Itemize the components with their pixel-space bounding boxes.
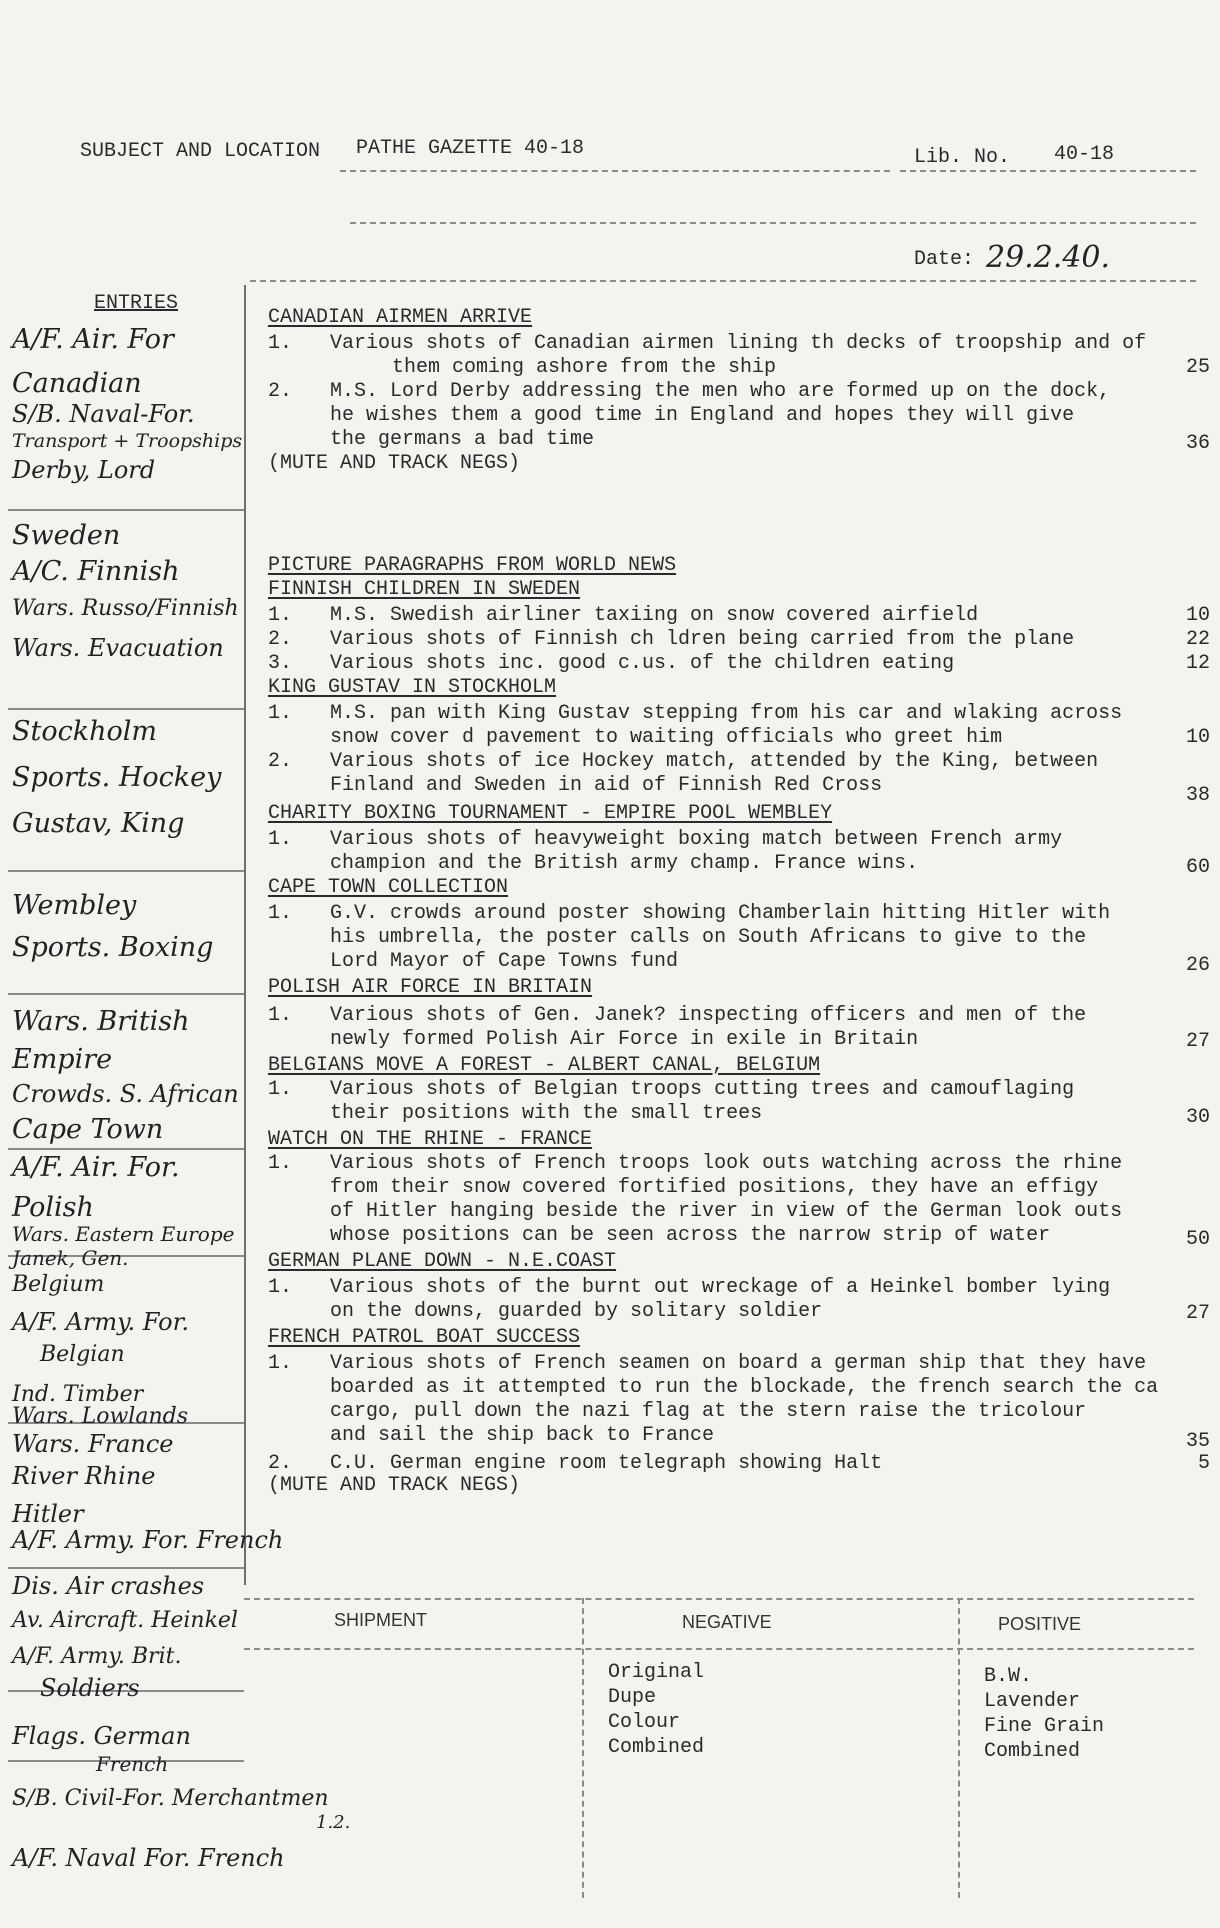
annotation: Transport + Troopships [12, 430, 243, 452]
entry-item [268, 1004, 1210, 1053]
entry-line: of Hitler hanging beside the river in view of the German look outs [330, 1200, 1123, 1223]
annotation: Soldiers [40, 1674, 140, 1702]
annotation: Belgian [40, 1342, 125, 1367]
annotation: Wars. France [12, 1430, 174, 1458]
entry-line: Finland and Sweden in aid of Finnish Red Cross [330, 774, 883, 797]
annotation: Av. Aircraft. Heinkel [12, 1608, 238, 1633]
annotation: A/F. Naval For. French [12, 1844, 285, 1872]
annotation: A/F. Army. For. [12, 1308, 190, 1336]
entry-line: C.U. German engine room telegraph showing Halt [330, 1452, 883, 1475]
entry-line: G.V. crowds around poster showing Chamberlain hitting Hitler with [330, 902, 1111, 925]
annotation: A/F. Army. Brit. [12, 1644, 182, 1669]
subject-value: PATHE GAZETTE 40-18 [356, 137, 585, 160]
entry-number: 2. [268, 1452, 293, 1475]
entry-number: 2. [268, 750, 293, 773]
footage: 22 [1185, 628, 1210, 651]
negative-option: Dupe [608, 1686, 657, 1709]
annotation: Polish [12, 1192, 94, 1223]
entry-line: their positions with the small trees [330, 1102, 763, 1125]
annotation: Wars. Evacuation [12, 634, 224, 662]
annotation: Sweden [12, 520, 121, 551]
section-title: FINNISH CHILDREN IN SWEDEN [268, 578, 581, 601]
entry-line: on the downs, guarded by solitary soldier [330, 1300, 823, 1323]
header-rule-4 [250, 280, 1196, 282]
footage: 35 [1185, 1430, 1210, 1453]
annotation: Wars. British [12, 1006, 190, 1037]
entry-line: whose positions can be seen across the narrow strip of water [330, 1224, 1051, 1247]
entry-number: 1. [268, 1078, 293, 1101]
entry-line: he wishes them a good time in England and hopes they will give [330, 404, 1075, 427]
footage: 10 [1185, 604, 1210, 627]
positive-option: Lavender [984, 1690, 1081, 1713]
annotation: Derby, Lord [12, 456, 156, 484]
footer-rule-top [244, 1598, 1194, 1600]
entry-line: snow cover d pavement to waiting officials who greet him [330, 726, 1003, 749]
entry-number: 1. [268, 332, 293, 355]
footage: 38 [1185, 784, 1210, 807]
annotation: Canadian [12, 368, 142, 399]
footage: 12 [1185, 652, 1210, 675]
entry-line: Various shots of Canadian airmen lining th decks of troopship and of [330, 332, 1147, 355]
annotation: A/F. Air. For [12, 324, 174, 355]
lib-value: 40-18 [1054, 143, 1115, 166]
section-title: FRENCH PATROL BOAT SUCCESS [268, 1326, 581, 1349]
entry-number: 1. [268, 702, 293, 725]
header-rule-2 [900, 170, 1196, 172]
subject-label: SUBJECT AND LOCATION [80, 140, 321, 163]
entry-line: Various shots of the burnt out wreckage of a Heinkel bomber lying [330, 1276, 1111, 1299]
annotation: Janek, Gen. [12, 1246, 129, 1270]
positive-option: Fine Grain [984, 1715, 1105, 1738]
section-title: WATCH ON THE RHINE - FRANCE [268, 1128, 593, 1151]
annotation: Sports. Hockey [12, 762, 222, 793]
entry-line: Various shots of ice Hockey match, attended by the King, between [330, 750, 1099, 773]
annotation: French [96, 1752, 169, 1776]
negative-option: Colour [608, 1711, 681, 1734]
section-note: (MUTE AND TRACK NEGS) [268, 1474, 521, 1497]
footage: 36 [1185, 432, 1210, 455]
column-divider [244, 285, 246, 1585]
annotation: 1.2. [316, 1812, 351, 1833]
entry-number: 2. [268, 380, 293, 403]
entry-item [268, 652, 1210, 676]
positive-options [984, 1664, 1104, 1764]
footage: 60 [1185, 856, 1210, 879]
entry-line: Various shots of French troops look outs watching across the rhine [330, 1152, 1123, 1175]
entry-line: them coming ashore from the ship [392, 356, 777, 379]
annotation: Crowds. S. African [12, 1080, 239, 1108]
entry-item [268, 1152, 1210, 1251]
annot-rule [8, 509, 244, 511]
entry-line: Various shots of Gen. Janek? inspecting officers and men of the [330, 1004, 1087, 1027]
section-title: BELGIANS MOVE A FOREST - ALBERT CANAL, BELGIUM [268, 1054, 821, 1077]
header-rule-1 [340, 170, 890, 172]
entry-line: M.S. pan with King Gustav stepping from his car and wlaking across [330, 702, 1123, 725]
entry-line: from their snow covered fortified positions, they have an effigy [330, 1176, 1099, 1199]
date-label: Date: [914, 248, 975, 271]
entry-line: Various shots of Belgian troops cutting trees and camouflaging [330, 1078, 1075, 1101]
entry-number: 1. [268, 902, 293, 925]
entry-number: 3. [268, 652, 293, 675]
entry-number: 1. [268, 1352, 293, 1375]
annotation: Gustav, King [12, 808, 185, 839]
annotation: Wars. Russo/Finnish [12, 596, 239, 621]
annotation: Dis. Air crashes [12, 1572, 205, 1600]
entry-line: Various shots of heavyweight boxing match between French army [330, 828, 1063, 851]
section-title: POLISH AIR FORCE IN BRITAIN [268, 976, 593, 999]
entry-item [268, 1078, 1210, 1129]
positive-option: B.W. [984, 1665, 1033, 1688]
footage: 25 [1185, 356, 1210, 379]
footer-rule-mid [244, 1648, 1194, 1650]
entry-number: 1. [268, 828, 293, 851]
entry-item [268, 702, 1210, 750]
section-note: (MUTE AND TRACK NEGS) [268, 452, 521, 475]
annot-rule [8, 870, 244, 872]
entry-line: the germans a bad time [330, 428, 595, 451]
entry-line: his umbrella, the poster calls on South Africans to give to the [330, 926, 1087, 949]
section-title: PICTURE PARAGRAPHS FROM WORLD NEWS [268, 554, 677, 577]
positive-option: Combined [984, 1740, 1081, 1763]
annotation: A/F. Air. For. [12, 1152, 180, 1183]
entry-item [268, 380, 1210, 455]
annotation: A/F. Army. For. French [12, 1526, 284, 1554]
entry-line: champion and the British army champ. France wins. [330, 852, 919, 875]
entry-number: 1. [268, 604, 293, 627]
shipment-label: SHIPMENT [334, 1610, 428, 1630]
entry-line: Various shots of Finnish ch ldren being carried from the plane [330, 628, 1075, 651]
entry-line: Various shots of French seamen on board a german ship that they have [330, 1352, 1147, 1375]
annotation: River Rhine [12, 1462, 156, 1490]
annotation: Cape Town [12, 1114, 164, 1145]
annotation: Wembley [12, 890, 137, 921]
entry-item [268, 902, 1210, 977]
footage: 50 [1185, 1228, 1210, 1251]
annotation: Wars. Eastern Europe [12, 1222, 235, 1246]
entry-number: 2. [268, 628, 293, 651]
section-title: CAPE TOWN COLLECTION [268, 876, 509, 899]
entry-line: and sail the ship back to France [330, 1424, 715, 1447]
entry-number: 1. [268, 1276, 293, 1299]
annotation: S/B. Naval-For. [12, 400, 195, 428]
footage: 10 [1185, 726, 1210, 749]
entry-line: boarded as it attempted to run the blockade, the french search the ca [330, 1376, 1159, 1399]
entry-line: Lord Mayor of Cape Towns fund [330, 950, 679, 973]
entry-item [268, 332, 1210, 380]
header-rule-3 [350, 222, 1196, 224]
section-title: CANADIAN AIRMEN ARRIVE [268, 306, 533, 329]
entry-item [268, 1452, 1210, 1476]
annot-rule [8, 1567, 244, 1569]
section-title: GERMAN PLANE DOWN - N.E.COAST [268, 1250, 617, 1273]
entry-line: newly formed Polish Air Force in exile in Britain [330, 1028, 919, 1051]
footage: 30 [1185, 1106, 1210, 1129]
footage: 5 [1197, 1452, 1210, 1475]
annotation: Empire [12, 1044, 113, 1075]
entry-item [268, 604, 1210, 628]
negative-option: Combined [608, 1736, 705, 1759]
footer-col-rule [582, 1598, 584, 1898]
entry-line: M.S. Lord Derby addressing the men who are formed up on the dock, [330, 380, 1111, 403]
section-title: KING GUSTAV IN STOCKHOLM [268, 676, 557, 699]
date-value: 29.2.40. [986, 240, 1111, 275]
entry-number: 1. [268, 1004, 293, 1027]
entry-item [268, 1276, 1210, 1325]
footage: 27 [1185, 1030, 1210, 1053]
annot-rule [8, 993, 244, 995]
annotation: Stockholm [12, 716, 157, 747]
footer-col-rule [958, 1598, 960, 1898]
annotation: A/C. Finnish [12, 556, 180, 587]
annotation: Sports. Boxing [12, 932, 214, 963]
negative-option: Original [608, 1661, 705, 1684]
annotation: Flags. German [12, 1722, 191, 1750]
entries-label: ENTRIES [94, 292, 179, 315]
entry-line: M.S. Swedish airliner taxiing on snow covered airfield [330, 604, 979, 627]
entry-line: Various shots inc. good c.us. of the children eating [330, 652, 955, 675]
lib-label: Lib. No. [914, 146, 1011, 169]
annotation: Hitler [12, 1500, 84, 1528]
entry-line: cargo, pull down the nazi flag at the stern raise the tricolour [330, 1400, 1087, 1423]
annotation: Ind. Timber [12, 1382, 144, 1407]
footage: 27 [1185, 1302, 1210, 1325]
entry-number: 1. [268, 1152, 293, 1175]
annot-rule [8, 1148, 244, 1150]
entry-item [268, 750, 1210, 807]
positive-label: POSITIVE [998, 1614, 1082, 1634]
entry-item [268, 828, 1210, 879]
negative-options [608, 1660, 704, 1760]
negative-label: NEGATIVE [682, 1612, 772, 1632]
section-title: CHARITY BOXING TOURNAMENT - EMPIRE POOL WEMBLEY [268, 802, 833, 825]
footage: 26 [1185, 954, 1210, 977]
entry-item [268, 1352, 1210, 1453]
entry-item [268, 628, 1210, 652]
annotation: Wars. Lowlands [12, 1404, 188, 1429]
annotation: Belgium [12, 1272, 105, 1297]
annotation: S/B. Civil-For. Merchantmen [12, 1786, 329, 1811]
annot-rule [8, 708, 244, 710]
